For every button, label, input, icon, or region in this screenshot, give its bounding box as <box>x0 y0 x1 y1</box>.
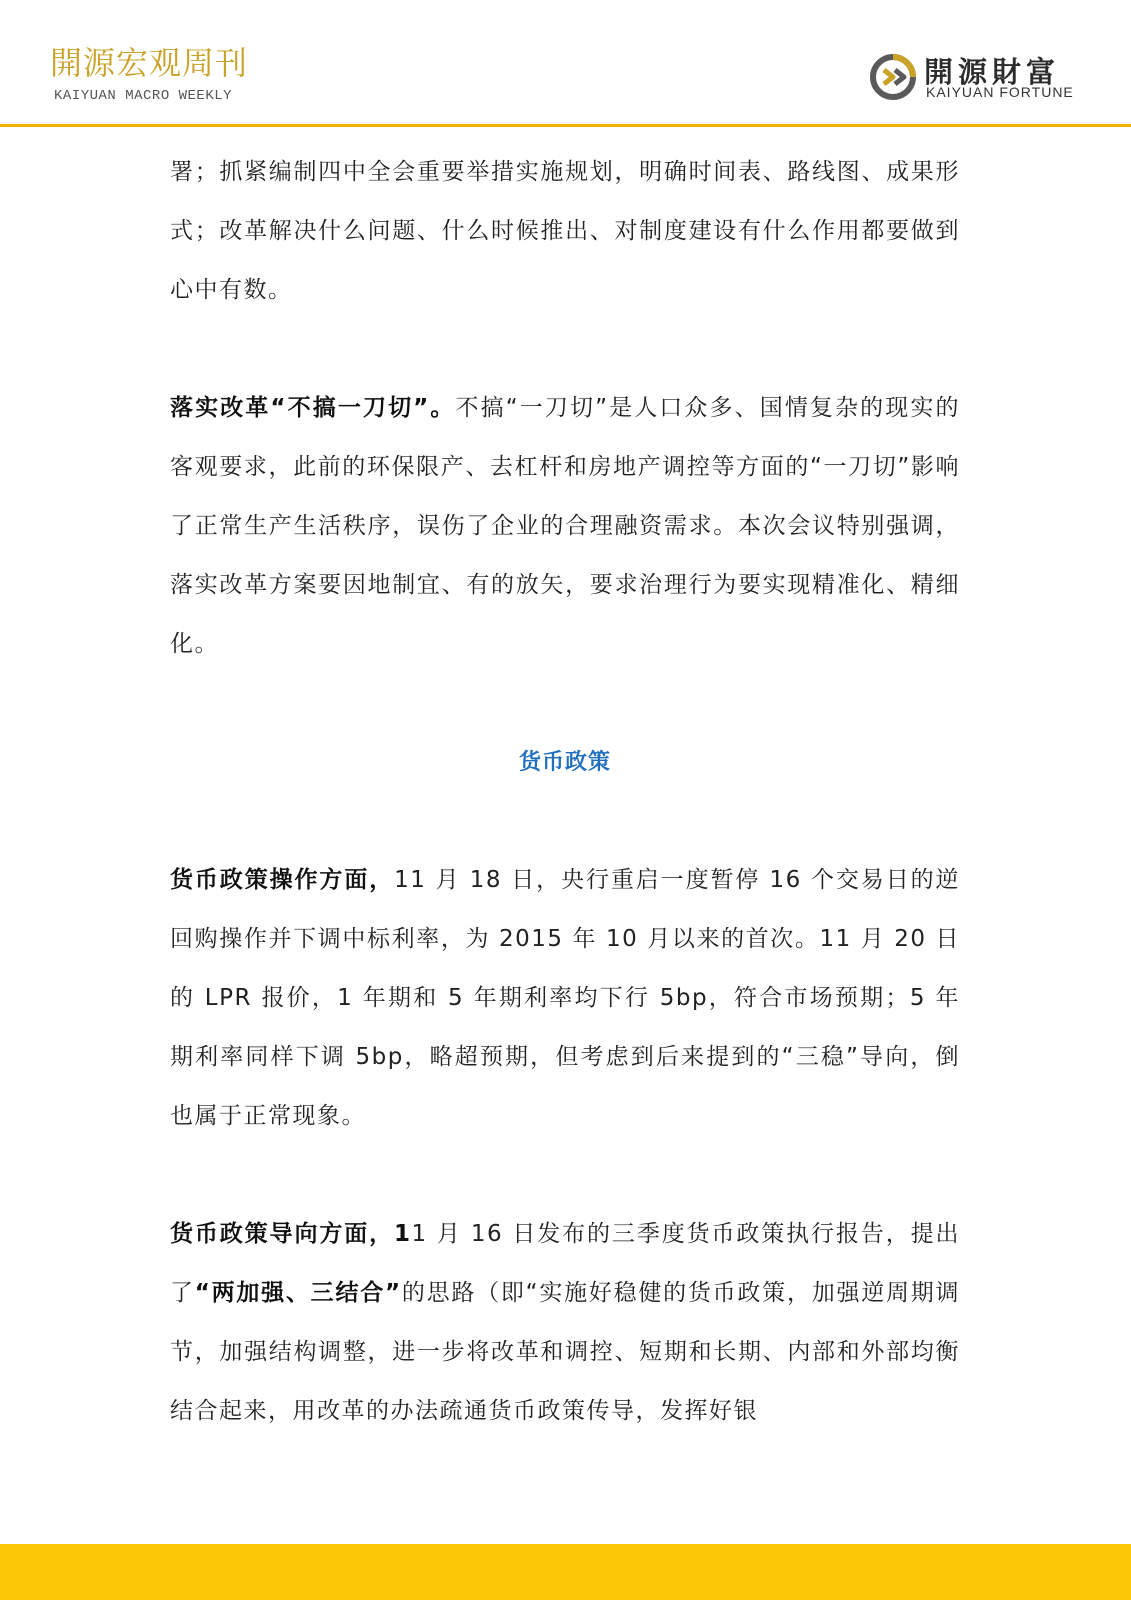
header-divider <box>0 124 1131 127</box>
kaiyuan-fortune-logo <box>868 50 1108 106</box>
logo-english-name: KAIYUAN FORTUNE <box>926 84 1074 100</box>
paragraph-text: 的思路（即“实施好稳健的货币政策，加强逆周期调节，加强结构调整，进一步将改革和调控、短期和长期、内部和外部均衡结合起来，用改革的办法疏通货币政策传导，发挥好银 <box>170 1280 961 1424</box>
paragraph-lead: 货币政策操作方面， <box>170 867 395 893</box>
paragraph-text: 不搞“一刀切”是人口众多、国情复杂的现实的客观要求，此前的环保限产、去杠杆和房地产调控等方面的“一刀切”影响了正常生产生活秩序，误伤了企业的合理融资需求。本次会议特别强调，落实改革方案要因地制宜、有的放矢，要求治理行为要实现精准化、精细化。 <box>170 395 960 657</box>
paragraph-text: 署；抓紧编制四中全会重要举措实施规划，明确时间表、路线图、成果形式；改革解决什么问题、什么时候推出、对制度建设有什么作用都要做到心中有数。 <box>170 159 960 303</box>
paragraph-lead: 货币政策导向方面，1 <box>170 1221 412 1247</box>
paragraph-text: 11 月 18 日，央行重启一度暂停 16 个交易日的逆回购操作并下调中标利率，为 2015 年 10 月以来的首次。11 月 20 日的 LPR 报价，1 年期和 5 年期利率均下行 5bp，符合市场预期；5 年期利率同样下调 5bp，略超预期，但考虑到后来提到的“三稳”导向，倒也属于正常现象。 <box>170 867 961 1129</box>
paragraph-no-one-size-fits-all <box>170 379 960 674</box>
paragraph-spacer <box>170 1146 960 1205</box>
report-subtitle: KAIYUAN MACRO WEEKLY <box>54 88 233 104</box>
footer-band <box>0 1544 1131 1600</box>
logo-chinese-name: 開源財富 <box>924 55 1061 89</box>
paragraph-text: 1 月 16 日发布的三季度货币政策执行报告，提出了 <box>170 1221 960 1306</box>
paragraph-spacer <box>170 320 960 379</box>
kaiyuan-logo-icon <box>868 52 918 102</box>
report-title: 開源宏观周刊 <box>50 44 249 82</box>
paragraph-spacer <box>170 674 960 733</box>
page-header <box>0 0 1131 128</box>
article-body <box>170 143 960 1441</box>
paragraph-spacer <box>170 792 960 851</box>
paragraph-bold-phrase: “两加强、三结合” <box>194 1280 402 1306</box>
paragraph-policy-operations <box>170 851 960 1146</box>
section-heading-monetary-policy: 货币政策 <box>518 750 611 775</box>
paragraph-policy-orientation <box>170 1205 960 1441</box>
paragraph-reform-plan <box>170 143 960 320</box>
paragraph-lead: 落实改革“不搞一刀切”。 <box>170 395 456 421</box>
